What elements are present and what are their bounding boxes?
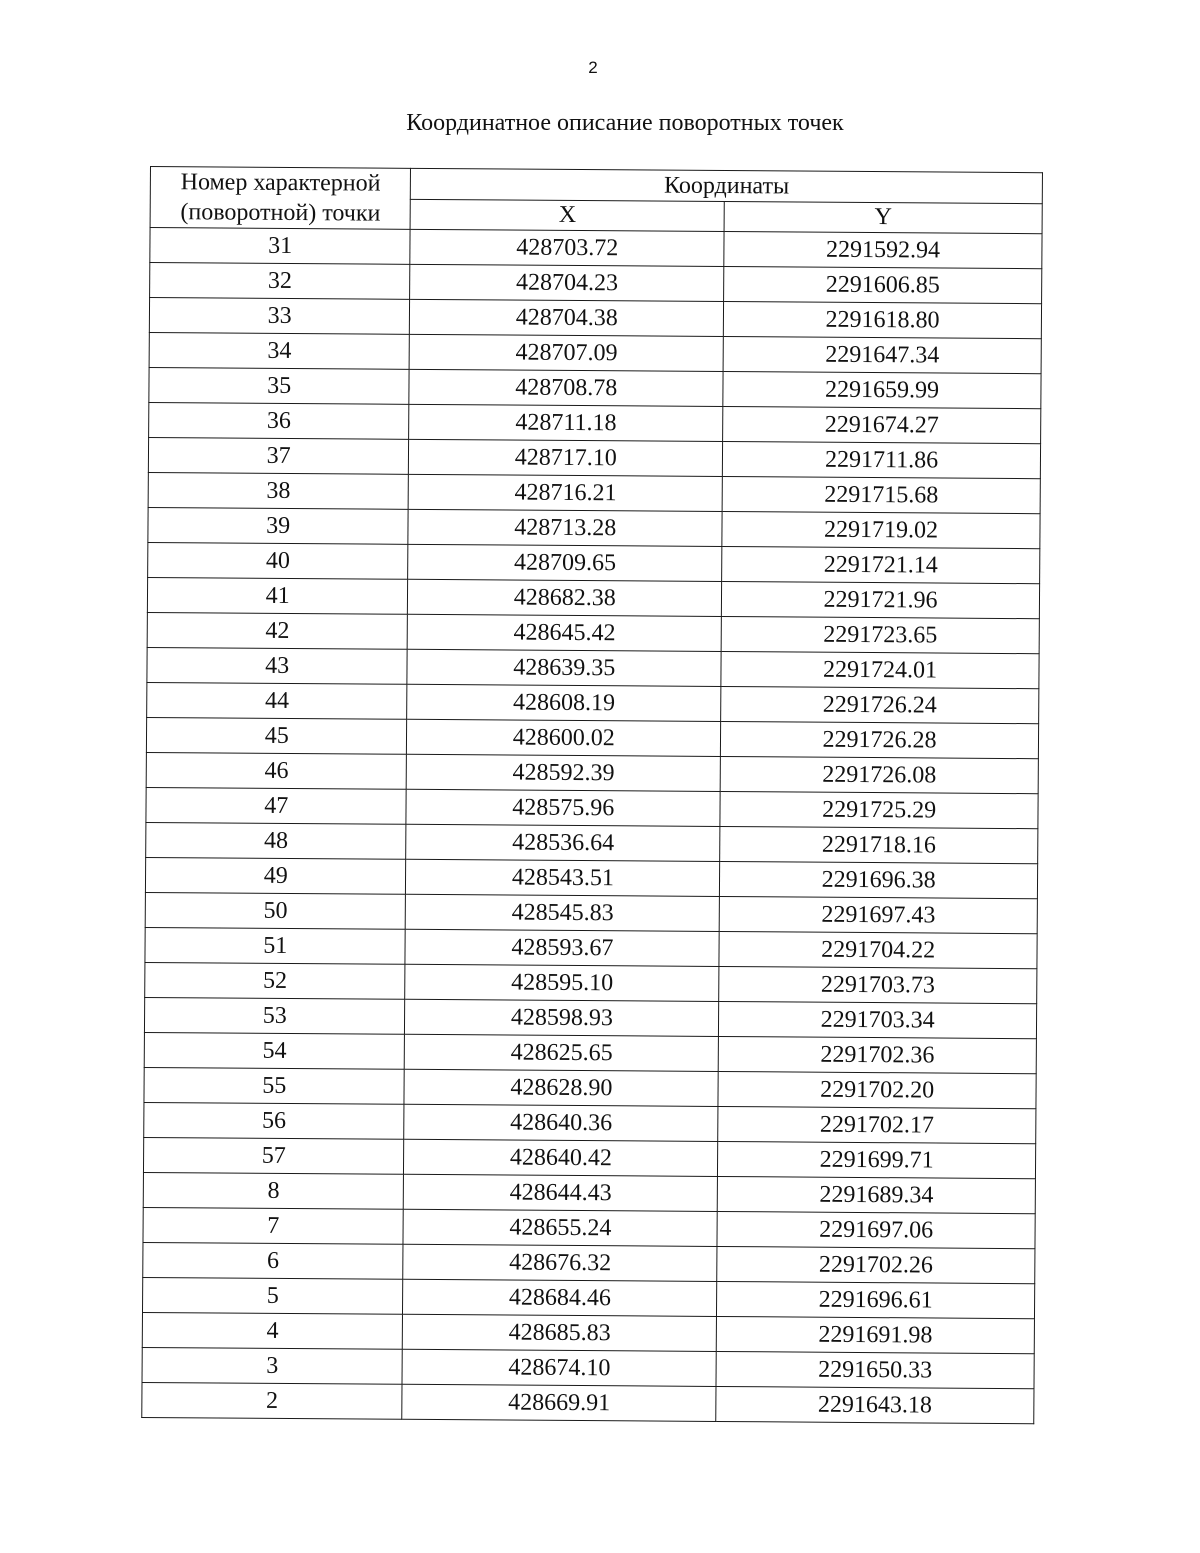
header-row-top [150, 167, 1042, 204]
x-coordinate-cell: 428685.83 [403, 1314, 717, 1351]
y-coordinate-cell: 2291618.80 [724, 302, 1042, 339]
point-number-cell: 41 [147, 577, 408, 614]
point-number-cell: 40 [148, 542, 409, 579]
point-number-header-line2: (поворотной) точки [180, 199, 381, 227]
x-coordinate-cell: 428640.36 [404, 1104, 718, 1141]
point-number-cell: 57 [143, 1137, 404, 1174]
y-coordinate-cell: 2291702.20 [718, 1071, 1036, 1108]
x-coordinate-cell: 428592.39 [407, 754, 721, 791]
point-number-cell: 42 [147, 612, 408, 649]
y-coordinate-cell: 2291697.43 [719, 896, 1037, 933]
y-coordinate-cell: 2291726.08 [720, 756, 1038, 793]
point-number-cell: 5 [142, 1277, 403, 1314]
x-coordinate-cell: 428716.21 [409, 474, 723, 511]
y-coordinate-cell: 2291659.99 [723, 372, 1041, 409]
y-coordinate-cell: 2291592.94 [724, 232, 1042, 269]
coordinates-header: Координаты [411, 168, 1043, 203]
x-coordinate-cell: 428684.46 [403, 1279, 717, 1316]
point-number-cell: 47 [146, 787, 407, 824]
point-number-header [150, 167, 411, 230]
point-number-cell: 45 [146, 717, 407, 754]
coordinates-table [141, 166, 1043, 1424]
y-coordinate-cell: 2291721.96 [722, 582, 1040, 619]
point-number-cell: 52 [145, 962, 406, 999]
y-coordinate-cell: 2291703.73 [719, 966, 1037, 1003]
x-coordinate-cell: 428543.51 [406, 859, 720, 896]
point-number-cell: 6 [143, 1242, 404, 1279]
x-coordinate-cell: 428655.24 [403, 1209, 717, 1246]
x-coordinate-cell: 428595.10 [405, 964, 719, 1001]
y-coordinate-cell: 2291726.24 [721, 686, 1039, 723]
point-number-cell: 54 [144, 1032, 405, 1069]
point-number-cell: 43 [147, 647, 408, 684]
y-coordinate-cell: 2291703.34 [719, 1001, 1037, 1038]
point-number-cell: 8 [143, 1172, 404, 1209]
x-coordinate-cell: 428600.02 [407, 719, 721, 756]
y-coordinate-cell: 2291702.17 [718, 1106, 1036, 1143]
point-number-cell: 37 [148, 437, 409, 474]
point-number-cell: 49 [145, 857, 406, 894]
y-coordinate-cell: 2291696.61 [717, 1281, 1035, 1318]
x-coordinate-cell: 428645.42 [408, 614, 722, 651]
x-coordinate-cell: 428628.90 [404, 1069, 718, 1106]
x-coordinate-cell: 428709.65 [408, 544, 722, 581]
y-coordinate-cell: 2291650.33 [716, 1351, 1034, 1388]
y-coordinate-cell: 2291711.86 [723, 442, 1041, 479]
x-coordinate-cell: 428625.65 [405, 1034, 719, 1071]
x-coordinate-cell: 428704.38 [410, 299, 724, 336]
y-coordinate-cell: 2291724.01 [721, 652, 1039, 689]
point-number-cell: 4 [142, 1312, 403, 1349]
y-coordinate-cell: 2291689.34 [717, 1176, 1035, 1213]
x-coordinate-cell: 428640.42 [404, 1139, 718, 1176]
x-coordinate-cell: 428545.83 [406, 894, 720, 931]
y-coordinate-cell: 2291702.26 [717, 1246, 1035, 1283]
table-body [142, 228, 1042, 1424]
x-coordinate-cell: 428644.43 [404, 1174, 718, 1211]
y-coordinate-cell: 2291647.34 [723, 337, 1041, 374]
document-title: Координатное описание поворотных точек [406, 110, 844, 136]
point-number-cell: 32 [150, 263, 411, 300]
point-number-cell: 48 [146, 822, 407, 859]
y-coordinate-cell: 2291699.71 [718, 1141, 1036, 1178]
y-coordinate-cell: 2291718.16 [720, 826, 1038, 863]
point-number-cell: 35 [149, 367, 410, 404]
x-coordinate-cell: 428674.10 [402, 1349, 716, 1386]
point-number-cell: 53 [144, 997, 405, 1034]
x-header: X [411, 199, 725, 232]
y-coordinate-cell: 2291691.98 [716, 1316, 1034, 1353]
y-coordinate-cell: 2291715.68 [722, 477, 1040, 514]
y-coordinate-cell: 2291721.14 [722, 547, 1040, 584]
point-number-cell: 33 [149, 298, 410, 335]
point-number-cell: 56 [144, 1102, 405, 1139]
x-coordinate-cell: 428711.18 [409, 404, 723, 441]
page-number: 2 [588, 58, 598, 77]
point-number-cell: 34 [149, 332, 410, 369]
y-coordinate-cell: 2291606.85 [724, 267, 1042, 304]
point-number-cell: 38 [148, 472, 409, 509]
y-coordinate-cell: 2291726.28 [721, 721, 1039, 758]
point-number-cell: 39 [148, 507, 409, 544]
x-coordinate-cell: 428682.38 [408, 579, 722, 616]
x-coordinate-cell: 428639.35 [407, 649, 721, 686]
point-number-cell: 2 [142, 1382, 403, 1419]
x-coordinate-cell: 428598.93 [405, 999, 719, 1036]
table-row [142, 1382, 1034, 1423]
x-coordinate-cell: 428703.72 [410, 229, 724, 266]
point-number-header-line1: Номер характерной [180, 169, 381, 197]
point-number-cell: 46 [146, 752, 407, 789]
point-number-cell: 44 [147, 682, 408, 719]
x-coordinate-cell: 428575.96 [406, 789, 720, 826]
x-coordinate-cell: 428593.67 [405, 929, 719, 966]
x-coordinate-cell: 428717.10 [409, 439, 723, 476]
y-coordinate-cell: 2291725.29 [720, 791, 1038, 828]
y-coordinate-cell: 2291696.38 [720, 861, 1038, 898]
y-header: Y [724, 201, 1042, 234]
point-number-cell: 31 [150, 228, 411, 265]
x-coordinate-cell: 428713.28 [408, 509, 722, 546]
y-coordinate-cell: 2291643.18 [716, 1386, 1034, 1423]
y-coordinate-cell: 2291697.06 [717, 1211, 1035, 1248]
x-coordinate-cell: 428708.78 [409, 369, 723, 406]
x-coordinate-cell: 428608.19 [407, 684, 721, 721]
y-coordinate-cell: 2291702.36 [718, 1036, 1036, 1073]
x-coordinate-cell: 428707.09 [410, 334, 724, 371]
y-coordinate-cell: 2291723.65 [721, 617, 1039, 654]
point-number-cell: 50 [145, 892, 406, 929]
table-header [150, 167, 1042, 234]
point-number-cell: 7 [143, 1207, 404, 1244]
x-coordinate-cell: 428704.23 [410, 264, 724, 301]
x-coordinate-cell: 428669.91 [402, 1384, 716, 1421]
point-number-cell: 36 [149, 402, 410, 439]
x-coordinate-cell: 428676.32 [403, 1244, 717, 1281]
point-number-cell: 3 [142, 1347, 403, 1384]
y-coordinate-cell: 2291719.02 [722, 512, 1040, 549]
y-coordinate-cell: 2291704.22 [719, 931, 1037, 968]
x-coordinate-cell: 428536.64 [406, 824, 720, 861]
point-number-cell: 51 [145, 927, 406, 964]
point-number-cell: 55 [144, 1067, 405, 1104]
y-coordinate-cell: 2291674.27 [723, 407, 1041, 444]
